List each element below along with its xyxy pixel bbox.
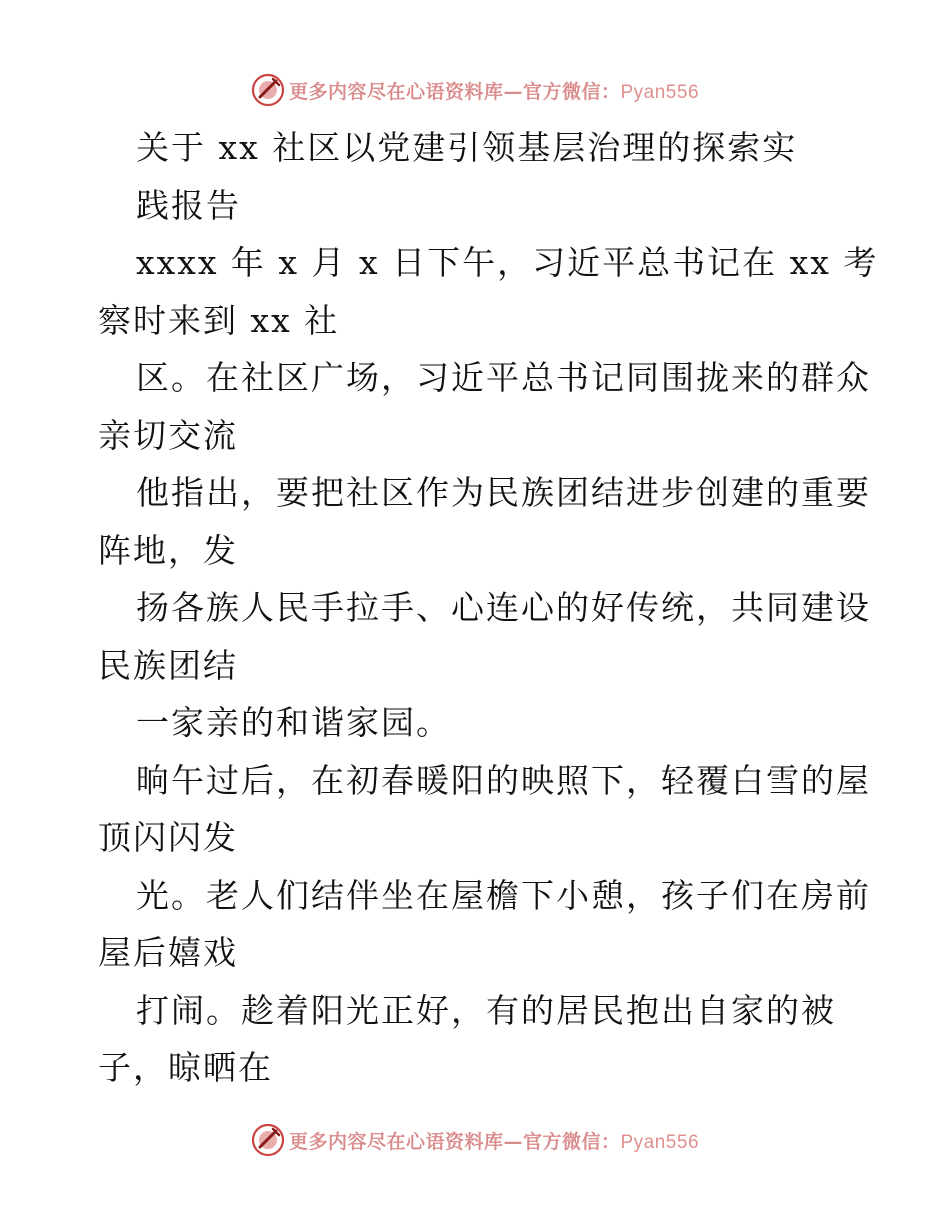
text-line: 关于 xx 社区以党建引领基层治理的探索实 (136, 128, 798, 167)
watermark-text (289, 1127, 699, 1154)
text-line: 打闹。趁着阳光正好，有的居民抱出自家的被 (136, 990, 836, 1030)
watermark-prefix: 更多内容尽在心语资料库—官方微信： (288, 1130, 621, 1153)
text-line: 顶闪闪发 (98, 818, 238, 857)
watermark-prefix: 更多内容尽在心语资料库—官方微信： (288, 80, 621, 103)
text-line: 区。在社区广场，习近平总书记同围拢来的群众 (136, 358, 871, 397)
watermark-header (0, 70, 950, 110)
watermark-id: Pyan556 (620, 1131, 700, 1153)
text-line: 光。老人们结伴坐在屋檐下小憩，孩子们在房前 (136, 875, 871, 915)
text-line: 民族团结 (98, 645, 238, 685)
text-line: 察时来到 xx 社 (98, 300, 340, 340)
text-line: 亲切交流 (98, 415, 238, 455)
text-line: 子，晾晒在 (98, 1048, 273, 1087)
text-line: 践报告 (136, 185, 241, 225)
text-line: 晌午过后，在初春暖阳的映照下，轻覆白雪的屋 (136, 760, 871, 800)
text-line: 扬各族人民手拉手、心连心的好传统，共同建设 (136, 588, 871, 627)
watermark-id: Pyan556 (620, 81, 700, 103)
text-line: xxxx 年 x 月 x 日下午，习近平总书记在 xx 考 (136, 243, 879, 282)
seal-logo-icon (251, 73, 285, 107)
text-line: 屋后嬉戏 (98, 933, 238, 972)
watermark-text (289, 77, 699, 104)
text-line: 阵地，发 (98, 530, 238, 570)
text-line: 一家亲的和谐家园。 (136, 703, 451, 742)
seal-logo-icon (251, 1123, 285, 1157)
watermark-footer (0, 1120, 950, 1160)
document-body (0, 119, 950, 1097)
text-line: 他指出，要把社区作为民族团结进步创建的重要 (136, 473, 871, 512)
